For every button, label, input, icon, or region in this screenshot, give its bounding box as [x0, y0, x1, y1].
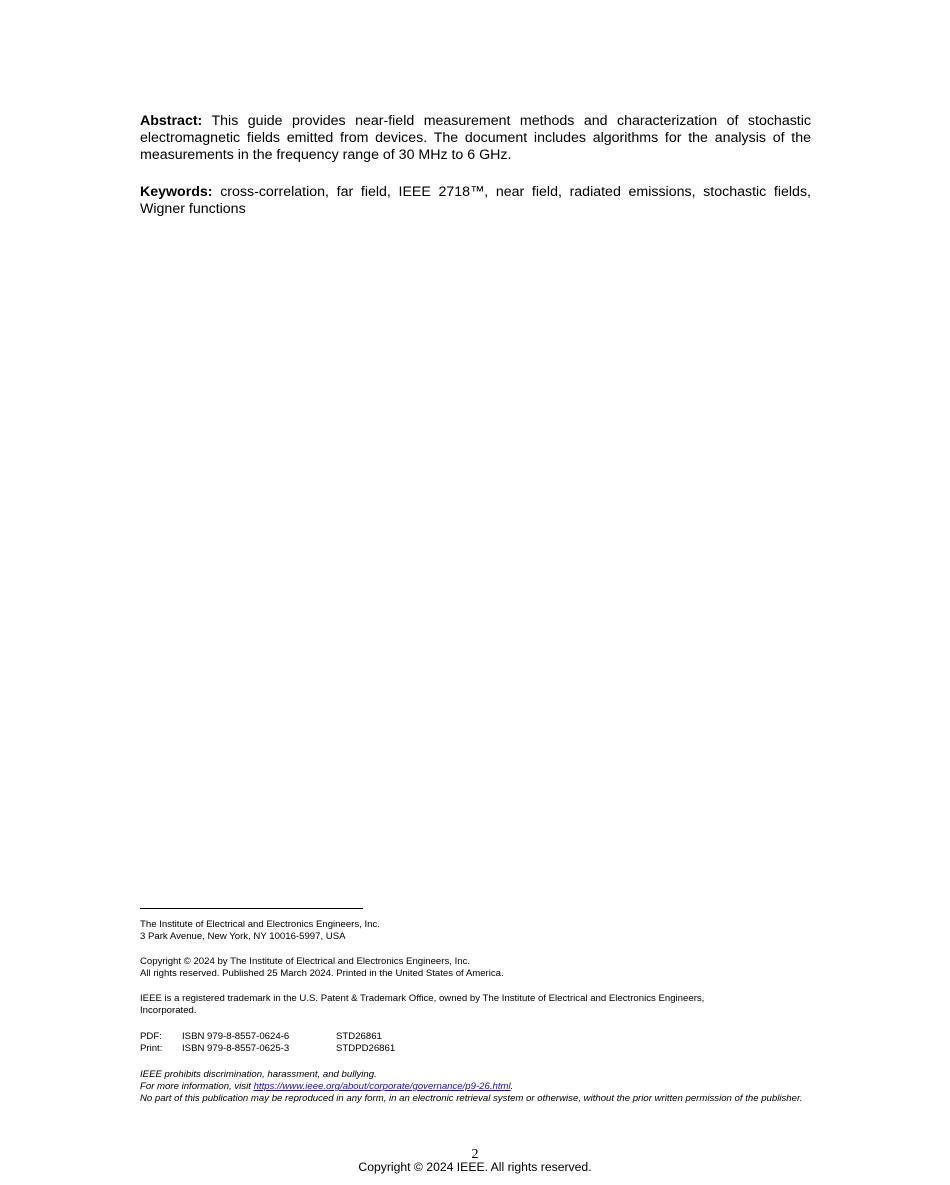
keywords-label: Keywords: — [140, 184, 213, 200]
policy-link[interactable]: https://www.ieee.org/about/corporate/governance/p9-26.html — [253, 1081, 511, 1092]
keywords-paragraph — [140, 184, 811, 218]
isbn-format: PDF: — [140, 1031, 162, 1042]
abstract-label: Abstract: — [140, 113, 203, 129]
legal-notices — [140, 1069, 811, 1105]
publisher-name: The Institute of Electrical and Electronics Engineers, Inc. — [140, 919, 380, 930]
isbn-row-print — [140, 1043, 811, 1055]
isbn-number: ISBN 979-8-8557-0624-6 — [182, 1031, 290, 1042]
isbn-code: STDPD26861 — [336, 1043, 396, 1054]
page-number: 2 — [471, 1147, 479, 1162]
isbn-number: ISBN 979-8-8557-0625-3 — [182, 1043, 290, 1054]
publisher-address: 3 Park Avenue, New York, NY 10016-5997, USA — [140, 931, 346, 942]
more-info-prefix: For more information, visit — [140, 1081, 254, 1092]
page-footer: Copyright © 2024 IEEE. All rights reserved. — [358, 1160, 592, 1174]
isbn-code: STD26861 — [336, 1031, 382, 1042]
footnote-divider — [140, 908, 363, 909]
copyright-notice — [140, 956, 811, 980]
abstract-text: This guide provides near-field measurement methods and characterization of stochastic electromagnetic fields emitted from devices. The document includes algorithms for the analysis of the measurements in the frequency range of 30 MHz to 6 GHz. — [140, 113, 811, 163]
more-info-line — [140, 1081, 811, 1093]
isbn-format: Print: — [140, 1043, 163, 1054]
trademark-notice: IEEE is a registered trademark in the U.S. Patent & Trademark Office, owned by The Institute of Electrical and Electronics Engineers, Incorporated. — [140, 993, 705, 1016]
copyright-line-2: All rights reserved. Published 25 March 2024. Printed in the United States of America. — [140, 968, 504, 979]
more-info-suffix: . — [510, 1081, 514, 1092]
abstract-paragraph — [140, 113, 811, 164]
isbn-row-pdf — [140, 1031, 811, 1043]
isbn-table — [140, 1031, 811, 1055]
keywords-text: cross-correlation, far field, IEEE 2718™, near field, radiated emissions, stochastic fields, Wigner functions — [140, 184, 811, 217]
discrimination-notice: IEEE prohibits discrimination, harassment, and bullying. — [140, 1069, 377, 1080]
copyright-line-1: Copyright © 2024 by The Institute of Electrical and Electronics Engineers, Inc. — [140, 956, 471, 967]
publisher-info — [140, 919, 811, 943]
reproduction-notice: No part of this publication may be reproduced in any form, in an electronic retrieval system or otherwise, without the prior written permission of the publisher. — [140, 1093, 803, 1104]
